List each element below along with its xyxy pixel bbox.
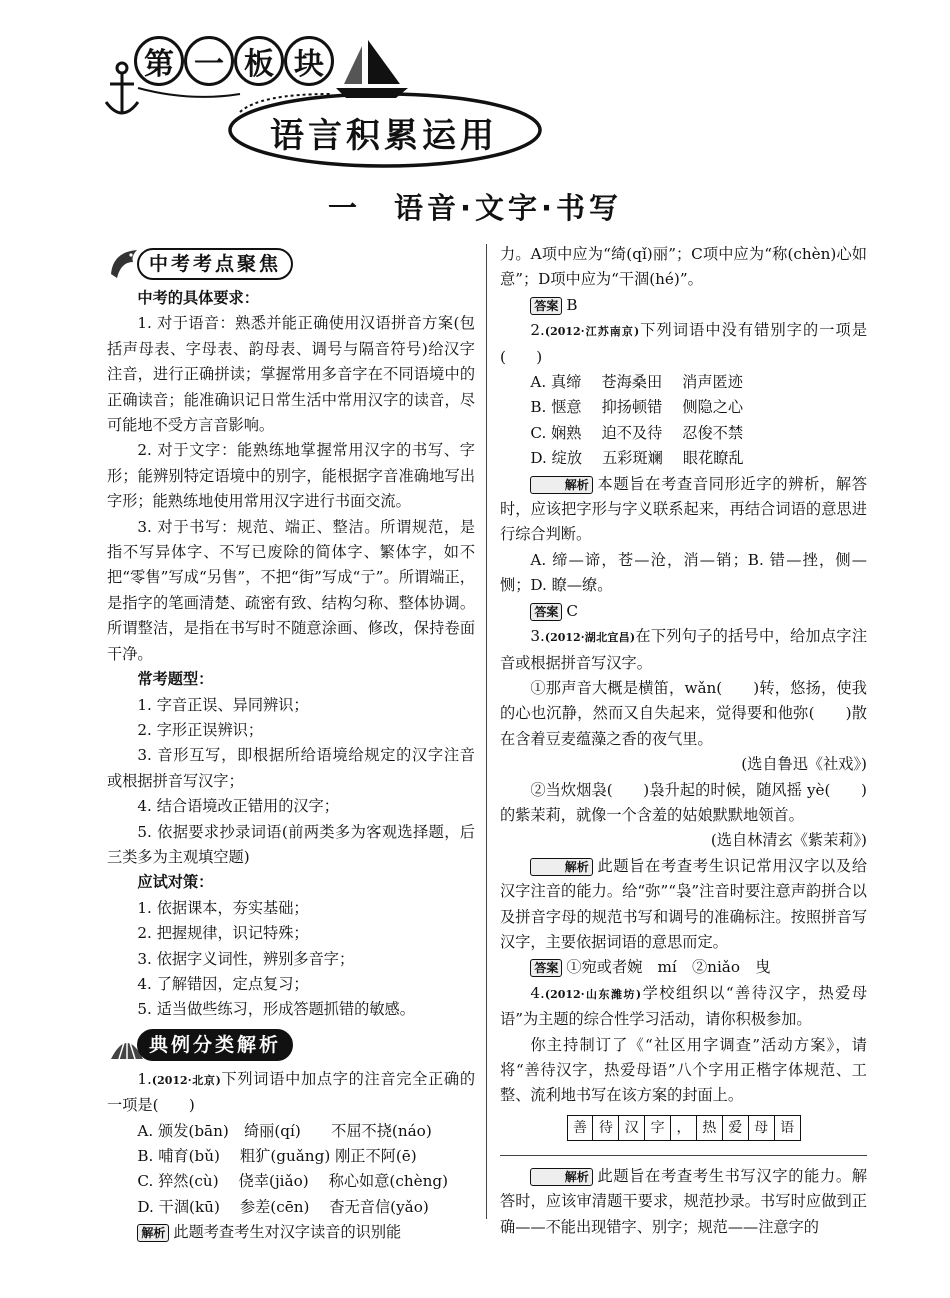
req-item: 3. 对于书写：规范、端正、整洁。所谓规范，是指不写异体字、不写已废除的简体字、繁体字，如不把“零售”写成“另售”，不把“街”写成“亍”。所谓端正，是指字的笔画清楚、疏密有致、结构匀称、整体协调。所谓整洁，是指在书写时不随意涂画、修改，保持卷面干净。: [107, 517, 475, 663]
analysis: 解析 此题旨在考查考生识记常用汉字以及给汉字注音的能力。给“弥”“袅”注音时要注意声韵拼合以及拼音字母的规范书写和调号的准确标注。按照拼音写汉字，主要依据词语的意思而定。: [500, 856, 867, 951]
analysis: 解析 本题旨在考查音同形近字的辨析，解答时，应该把字形与字义联系起来，再结合词语的意思进行综合判断。: [500, 474, 867, 544]
analysis: 力。A项中应为“绮(qǐ)丽”；C项中应为“称(chèn)心如意”；D项中应为“干涸(hé)”。: [500, 245, 867, 289]
answer: 答案 ①宛或者婉 mí ②niǎo 曳: [500, 955, 867, 980]
question-3: 3.(2012·湖北宜昌)在下列句子的括号中，给加点字注音或根据拼音写汉字。: [500, 627, 868, 672]
sailboat-icon: [336, 40, 408, 98]
req-item: 2. 对于文字：能熟练地掌握常用汉字的书写、字形；能辨别特定语境中的别字，能根据字音准确地写出字形；能熟练地使用常用汉字进行书面交流。: [107, 441, 475, 511]
type-item: 4. 结合语境改正错用的汉字；: [137, 797, 339, 816]
section-title: 典例分类解析: [137, 1029, 293, 1061]
source: (选自鲁迅《社戏》): [741, 755, 867, 774]
section-banner: [100, 32, 550, 172]
option: C. 猝然(cù) 侥幸(jiǎo) 称心如意(chèng): [137, 1172, 449, 1191]
question-4-detail: 你主持制订了《“社区用字调查”活动方案》，请将“善待汉字，热爱母语”八个字用正楷字体规范、工整、流利地书写在该方案的封面上。: [500, 1035, 867, 1105]
grid-cell: 母: [749, 1116, 775, 1140]
banner-subtitle: 语言积累运用: [270, 116, 498, 156]
banner-char: 一: [184, 36, 234, 86]
option: B. 惬意 抑扬顿错 侧隐之心: [530, 398, 744, 417]
strategy-item: 2. 把握规律，识记特殊；: [137, 924, 309, 943]
sentence: ①那声音大概是横笛，wǎn( )转，悠扬，使我的心也沉静，然而又自失起来，觉得要和他弥( )散在含着豆麦蕴藻之香的夜气里。: [500, 678, 867, 748]
question-2: 2.(2012·江苏南京)下列词语中没有错别字的一项是( ): [500, 321, 868, 366]
analysis-tag: 解析: [530, 858, 592, 876]
grid-cell: 字: [645, 1116, 671, 1140]
grid-cell: 热: [697, 1116, 723, 1140]
grid-cell: 爱: [723, 1116, 749, 1140]
strategy-item: 1. 依据课本，夯实基础；: [137, 898, 309, 917]
question-4: 4.(2012·山东潍坊)学校组织以“善待汉字，热爱母语”为主题的综合性学习活动，请你积极参加。: [500, 983, 868, 1029]
type-item: 5. 依据要求抄录词语(前两类多为客观选择题，后三类多为主观填空题): [107, 822, 475, 866]
sentence: ②当炊烟袅( )袅升起的时候，随风摇 yè( )的紫茉莉，就像一个含羞的姑娘默默地领首。: [500, 780, 867, 824]
grid-cell: 语: [780, 1119, 795, 1136]
analysis-detail: A. 缔—谛，苍—沧，消—销；B. 错—挫，侧—恻；D. 瞭—缭。: [500, 550, 867, 595]
types-title: 常考题型：: [137, 670, 214, 689]
answer-tag: 答案: [530, 603, 562, 621]
option: B. 哺育(bǔ) 粗犷(guǎng) 刚正不阿(ē): [137, 1147, 417, 1165]
source: (选自林清玄《紫茉莉》): [710, 831, 867, 850]
left-column: [107, 242, 475, 1246]
grid-cell: 汉: [619, 1116, 645, 1140]
column-divider: [486, 244, 487, 1219]
section-header: [107, 1023, 475, 1063]
analysis-tag: 解析: [530, 1168, 592, 1186]
separator: [500, 1155, 867, 1156]
strategy-title: 应试对策：: [137, 873, 214, 892]
chapter-title: 一 语音·文字·书写: [327, 191, 623, 225]
analysis-tag: 解析: [137, 1224, 169, 1242]
answer-tag: 答案: [530, 297, 562, 315]
answer: 答案 B: [500, 293, 867, 318]
type-item: 3. 音形互写，即根据所给语境给规定的汉字注音或根据拼音写汉字；: [107, 746, 475, 790]
type-item: 2. 字形正误辨识；: [137, 720, 264, 739]
section-title: 中考考点聚焦: [137, 248, 293, 280]
grid-cell: 善: [568, 1116, 594, 1140]
option: D. 干涸(kū) 参差(cēn) 杳无音信(yǎo): [137, 1197, 429, 1216]
banner-char: 块: [284, 36, 334, 86]
option: A. 真缔 苍海桑田 消声匿迹: [530, 373, 743, 392]
strategy-item: 4. 了解错因，定点复习；: [137, 974, 309, 993]
answer: 答案 C: [500, 599, 867, 624]
grid-cell: ，: [671, 1116, 697, 1140]
option: C. 娴熟 迫不及待 忍俊不禁: [530, 423, 744, 442]
req-item: 1. 对于语音：熟悉并能正确使用汉语拼音方案(包括声母表、字母表、韵母表、调号与隔音符号)给汉字注音，进行正确拼读；掌握常用多音字在不同语境中的正确读音；能准确识记日常生活中常用汉字的读音，尽可能地不受方言音影响。: [107, 314, 475, 435]
req-title: 中考的具体要求：: [137, 289, 259, 307]
option: D. 绽放 五彩斑斓 眼花瞭乱: [530, 449, 744, 468]
question-1: 1.(2012·北京)下列词语中加点字的注音完全正确的一项是( ): [107, 1069, 476, 1115]
banner-char: 板: [234, 36, 284, 86]
analysis-tag: 解析: [530, 476, 592, 494]
banner-char: 第: [134, 36, 184, 86]
option: A. 颁发(bān) 绮丽(qí) 不屈不挠(náo): [137, 1121, 432, 1140]
analysis: 解析 此题考查考生对汉字读音的识别能: [107, 1220, 475, 1245]
writing-grid: [567, 1115, 801, 1141]
analysis: 解析 此题旨在考查考生书写汉字的能力。解答时，应该审清题干要求，规范抄录。书写时应做到正确——不能出现错字、别字；规范——注意字的: [500, 1166, 867, 1236]
answer-tag: 答案: [530, 959, 562, 977]
type-item: 1. 字音正误、异同辨识；: [137, 695, 309, 714]
strategy-item: 5. 适当做些练习，形成答题抓错的敏感。: [137, 1000, 415, 1019]
right-column: [500, 242, 867, 1240]
grid-cell: 待: [593, 1116, 619, 1140]
strategy-item: 3. 依据字义词性，辨别多音字；: [137, 949, 355, 968]
anchor-icon: [106, 63, 138, 114]
section-header: [107, 242, 475, 282]
